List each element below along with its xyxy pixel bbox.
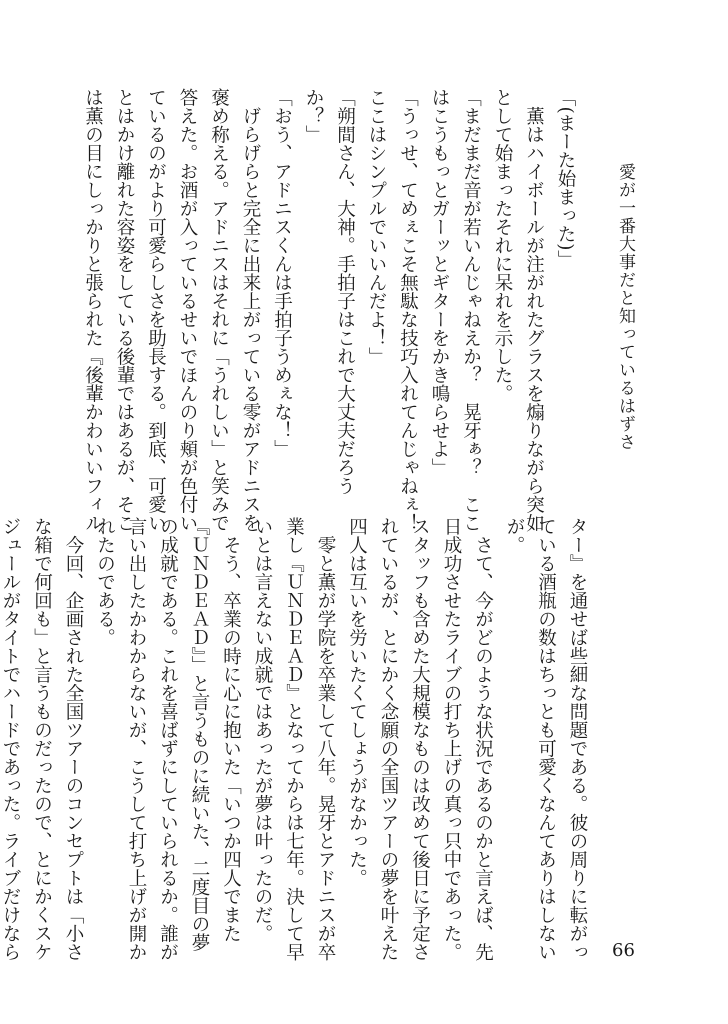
text-line: 業し『ＵＮＤＥＡＤ』となってからは七年。決して早 xyxy=(283,517,305,961)
text-line: 「うっせ、てめぇこそ無駄な技巧入れてんじゃねぇ！ xyxy=(397,88,419,532)
text-line: 「まだまだ音が若いんじゃねえか？ 晃牙ぁ？ ここ xyxy=(460,88,482,532)
text-line: の成就である。これを喜ばずにしていられるか。誰が xyxy=(157,517,179,961)
text-line: そう、卒業の時に心に抱いた「いつか四人でまた xyxy=(220,517,242,943)
text-line: 薫はハイボールが注がれたグラスを煽りながら突如 xyxy=(523,88,545,532)
text-line: はこうもっとガーッとギターをかき鳴らせよ」 xyxy=(429,88,450,477)
text-line: ター』を通せば些細な問題である。彼の周りに転がっ xyxy=(567,517,588,961)
text-line: れているが、とにかく念願の全国ツアーの夢を叶えた xyxy=(378,517,399,961)
text-line: とはかけ離れた容姿をしている後輩ではあるが、そこ xyxy=(114,88,135,532)
text-block-lower xyxy=(0,517,593,961)
text-line: スタッフも含めた大規模なものは改めて後日に予定さ xyxy=(409,517,431,961)
text-line: 褒め称える。アドニスはそれに「うれしい」と笑みで xyxy=(208,88,230,532)
text-line: げらげらと完全に出来上がっている零がアドニスを xyxy=(240,88,261,532)
text-line: 「おう、アドニスくんは手拍子うめぇな！」 xyxy=(271,88,293,458)
text-line: 「(まーた始まった)」 xyxy=(555,88,576,269)
text-line: 『ＵＮＤＥＡＤ』」と言うものに続いた、二度目の夢 xyxy=(189,517,210,952)
running-head: 愛が一番大事だと知っているはずさ xyxy=(615,163,635,451)
text-line: が。 xyxy=(504,517,525,554)
text-line: 「朔間さん、大神。手拍子はこれで大丈夫だろう xyxy=(334,88,356,495)
text-line: として始まったそれに呆れを示した。 xyxy=(492,88,513,403)
text-line: は薫の目にしっかりと張られた『後輩かわいいフィル xyxy=(82,88,104,532)
text-line: いとは言えない成就ではあったが夢は叶ったのだ。 xyxy=(252,517,273,943)
page-number: 66 xyxy=(612,940,635,961)
text-line: 今回、企画された全国ツアーのコンセプトは「小さ xyxy=(63,517,84,961)
text-line: か？」 xyxy=(303,88,324,144)
text-line: ここはシンプルでいいんだよ！」 xyxy=(366,88,387,366)
text-line: 零と薫が学院を卒業して八年。晃牙とアドニスが卒 xyxy=(315,517,336,961)
text-line: な箱で何回も」と言うものだったので、とにかくスケ xyxy=(31,517,53,961)
text-line: 言い出したかわからないが、こうして打ち上げが開か xyxy=(126,517,147,961)
text-line: さて、今がどのような状況であるのかと言えば、先 xyxy=(472,517,494,961)
text-line: ている酒瓶の数はちっとも可愛くなんてありはしない xyxy=(535,517,557,961)
text-line: ているのがより可愛らしさを助長する。到底、可愛い xyxy=(145,88,167,532)
text-line: ジュールがタイトでハードであった。ライブだけなら xyxy=(0,517,21,961)
text-line: 答えた。お酒が入っているせいでほんのり頬が色付い xyxy=(177,88,198,532)
text-line: れたのである。 xyxy=(94,517,116,647)
text-line: 日成功させたライブの打ち上げの真っ只中であった。 xyxy=(441,517,462,961)
text-line: 四人は互いを労いたくてしょうがなかった。 xyxy=(346,517,368,887)
text-block-upper xyxy=(82,88,581,532)
